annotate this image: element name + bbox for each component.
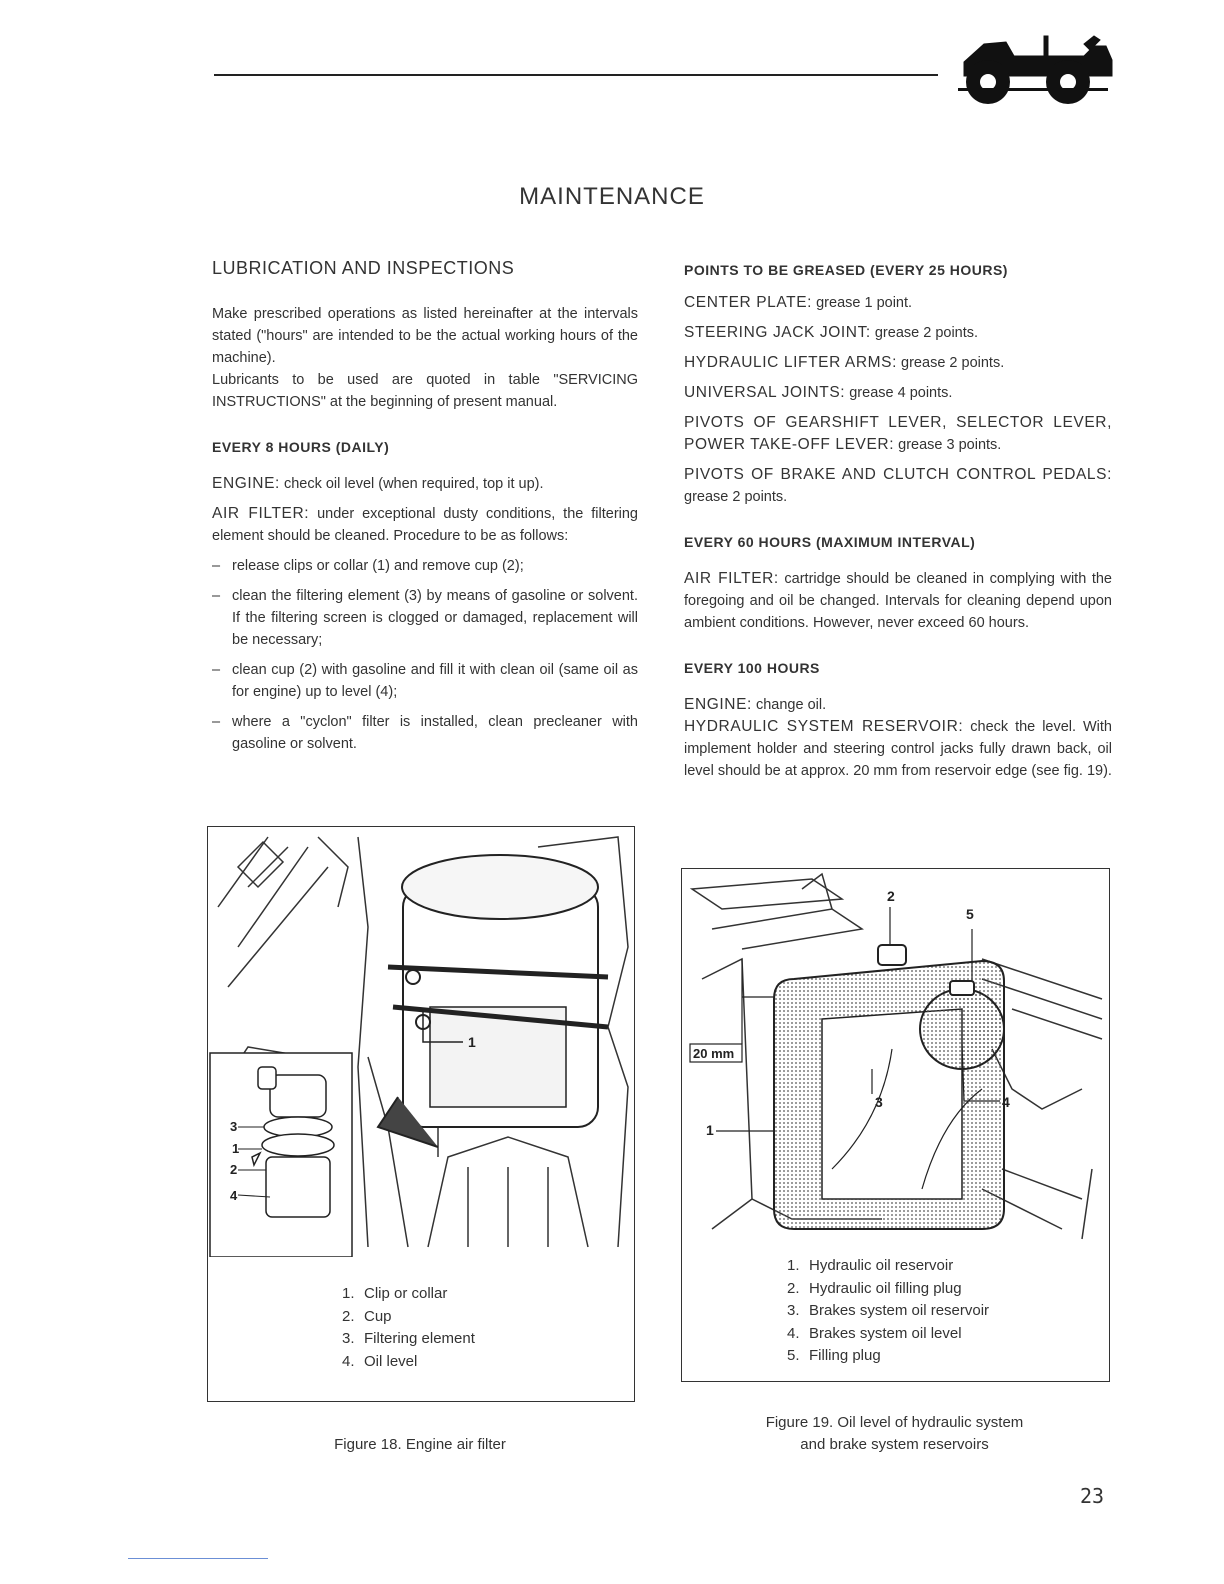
figure-19-box [681,868,1110,1382]
legend-item [342,1283,475,1306]
legend-num: 4. [342,1352,355,1370]
section-heading-8-hours: EVERY 8 HOURS (DAILY) [212,439,390,455]
procedure-list [212,555,638,755]
figure-19-caption [681,1412,1108,1456]
list-item: – clean cup (2) with gasoline and fill it with clean oil (same oil as for engine) up to level (4); [212,659,638,703]
list-item: – release clips or collar (1) and remove cup (2); [212,555,638,577]
engine-paragraph [212,473,638,495]
legend-num: 2. [342,1307,355,1325]
grease-item-text: grease 2 points. [684,489,788,505]
callout-20mm: 20 mm [693,1046,735,1061]
hydraulic-reservoir-lead: HYDRAULIC SYSTEM RESERVOIR: [684,718,964,735]
tractor-icon [944,26,1116,110]
legend-item [342,1306,475,1329]
legend-num: 2. [787,1279,800,1297]
grease-item-text: grease 3 points. [894,437,1002,453]
grease-item-text: grease 4 points. [845,385,953,401]
legend-label: Cup [364,1307,392,1325]
legend-item [787,1345,989,1368]
list-item: – clean the filtering element (3) by means of gasoline or solvent. If the filtering screen is clogged or damaged, replacement will be necessary; [212,585,638,651]
air-filter-lead: AIR FILTER: [212,505,310,522]
figure-18-box [207,826,635,1402]
grease-item-text: grease 2 points. [897,355,1005,371]
grease-item [684,352,1112,374]
grease-item [684,412,1112,456]
callout-3: 3 [875,1094,883,1110]
figure-19-legend [787,1255,989,1368]
legend-label: Hydraulic oil reservoir [809,1257,954,1274]
legend-item [787,1323,989,1346]
grease-item-lead: UNIVERSAL JOINTS: [684,384,846,401]
air-filter-paragraph [212,503,638,547]
legend-num: 3. [342,1330,355,1347]
list-item: – where a "cyclon" filter is installed, clean precleaner with gasoline or solvent. [212,711,638,755]
engine-100-paragraph [684,694,1112,716]
section-heading-lubrication: LUBRICATION AND INSPECTIONS [212,258,515,278]
callout-5: 5 [966,906,974,922]
engine-100-lead: ENGINE: [684,696,752,713]
callout-1: 1 [468,1034,476,1050]
grease-item-text: grease 1 point. [812,295,913,311]
section-heading-60-hours: EVERY 60 HOURS (MAXIMUM INTERVAL) [684,534,976,550]
inset-callout-2: 2 [230,1162,238,1177]
legend-num: 1. [342,1285,355,1302]
page-title: MAINTENANCE [519,183,705,210]
figure-19-caption-line-1: Figure 19. Oil level of hydraulic system [765,1414,1024,1431]
figure-19-caption-line-2: and brake system reservoirs [800,1436,989,1453]
page-number: 23 [1080,1484,1105,1508]
legend-item [342,1328,475,1351]
intro-paragraph-1: Make prescribed operations as listed hereinafter at the intervals stated ("hours" are intended to be the actual working hours of the machine). [212,306,638,366]
inset-callout-1: 1 [232,1141,240,1156]
engine-100-text: change oil. [751,697,827,713]
hydraulic-reservoir-paragraph [684,716,1112,782]
legend-label: Clip or collar [364,1285,448,1302]
callout-1: 1 [706,1122,714,1138]
section-heading-100-hours: EVERY 100 HOURS [684,660,820,676]
legend-item [787,1278,989,1301]
engine-lead: ENGINE: [212,475,280,492]
section-heading-greased: POINTS TO BE GREASED (EVERY 25 HOURS) [684,262,1008,278]
grease-item-lead: CENTER PLATE: [684,294,813,311]
legend-num: 1. [787,1257,800,1274]
legend-label: Filtering element [364,1330,475,1347]
callout-4: 4 [1002,1094,1010,1110]
air-filter-text: under exceptional dusty conditions, the filtering element should be cleaned. Procedure to be as follows: [212,506,638,544]
legend-item [787,1255,989,1278]
left-column [212,258,638,763]
figure-18-caption: Figure 18. Engine air filter [334,1436,506,1453]
air-filter-60-lead: AIR FILTER: [684,570,779,587]
air-filter-60-text: cartridge should be cleaned in complying with the foregoing and oil be changed. Intervals for cleaning depend upon ambient conditions. However, never exceed 60 hours. [684,571,1112,631]
legend-label: Oil level [364,1352,418,1370]
grease-item-text: grease 2 points. [870,325,979,341]
grease-item-lead: STEERING JACK JOINT: [684,324,871,341]
callout-2: 2 [887,888,895,904]
hydraulic-reservoir-illustration [682,869,1109,1249]
footer-line [128,1558,268,1559]
legend-num: 5. [787,1347,800,1364]
legend-label: Filling plug [809,1347,881,1364]
grease-item [684,292,1112,314]
legend-item [342,1351,475,1374]
grease-item-lead: PIVOTS OF BRAKE AND CLUTCH CONTROL PEDALS: [684,466,1112,483]
legend-label: Hydraulic oil filling plug [809,1279,962,1297]
engine-text: check oil level (when required, top it up). [279,476,544,492]
grease-item-lead: HYDRAULIC LIFTER ARMS: [684,354,898,371]
figure-18-legend [342,1283,475,1373]
grease-item-lead: PIVOTS OF GEARSHIFT LEVER, SELECTOR LEVER, POWER TAKE-OFF LEVER: [684,414,1112,453]
air-filter-illustration [208,827,634,1257]
legend-num: 4. [787,1324,800,1342]
inset-callout-4: 4 [230,1188,238,1203]
grease-item [684,382,1112,404]
legend-item [787,1300,989,1323]
legend-label: Brakes system oil reservoir [809,1302,990,1319]
grease-item [684,464,1112,508]
inset-callout-3: 3 [230,1119,238,1134]
right-column [684,262,1112,790]
grease-item [684,322,1112,344]
intro-paragraph-2: Lubricants to be used are quoted in table "SERVICING INSTRUCTIONS" at the beginning of present manual. [212,372,638,410]
legend-label: Brakes system oil level [809,1324,962,1342]
header-rule [214,74,938,76]
legend-num: 3. [787,1302,800,1319]
hydraulic-reservoir-text: check the level. With implement holder and steering control jacks fully drawn back, oil level should be at approx. 20 mm from reservoir edge (see fig. 19). [684,719,1112,779]
air-filter-60-paragraph [684,568,1112,634]
